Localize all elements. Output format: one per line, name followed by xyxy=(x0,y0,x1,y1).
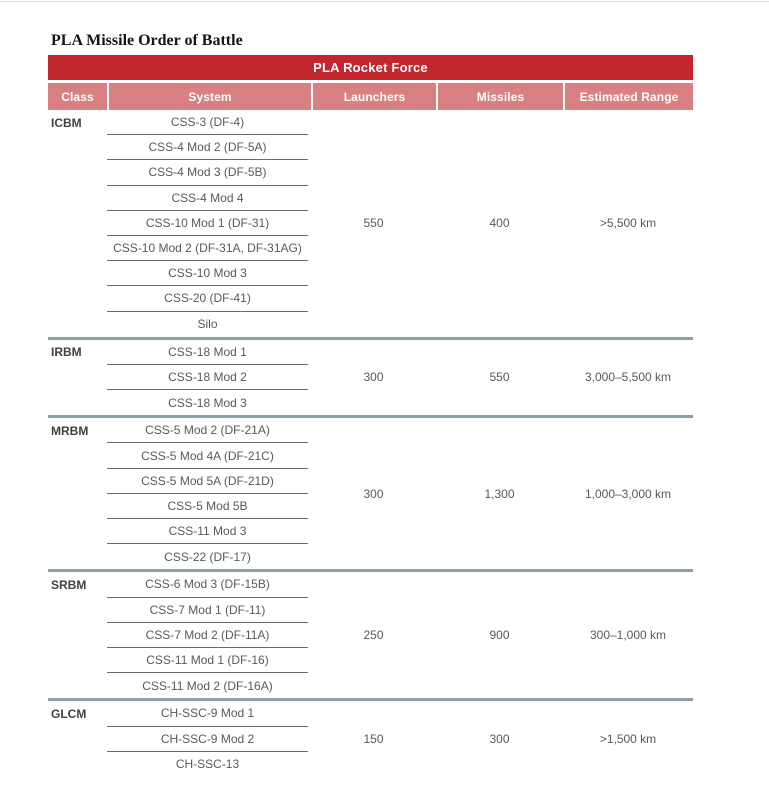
table-section-irbm xyxy=(48,340,693,416)
table-section-mrbm xyxy=(48,418,693,569)
class-label: SRBM xyxy=(51,577,87,592)
launchers-value: 300 xyxy=(363,370,384,385)
missile-order-of-battle-table xyxy=(48,55,693,777)
launchers-value: 250 xyxy=(363,628,384,643)
system-cell: CSS-22 (DF-17) xyxy=(164,549,251,564)
class-label: IRBM xyxy=(51,345,82,360)
system-cell: CSS-5 Mod 4A (DF-21C) xyxy=(107,443,308,468)
col-header-system: System xyxy=(109,83,311,110)
system-cell: CSS-4 Mod 3 (DF-5B) xyxy=(107,160,308,185)
page-title: PLA Missile Order of Battle xyxy=(51,31,243,49)
table-body xyxy=(48,110,693,777)
table-section-glcm xyxy=(48,701,693,777)
system-cell: CSS-5 Mod 5B xyxy=(107,494,308,519)
system-cell: CSS-18 Mod 2 xyxy=(107,365,308,390)
col-header-launchers: Launchers xyxy=(313,83,436,110)
missiles-value: 400 xyxy=(489,216,510,231)
launchers-value: 300 xyxy=(363,486,384,501)
missiles-value: 1,300 xyxy=(484,486,515,501)
col-header-class: Class xyxy=(48,83,107,110)
system-cell: CSS-10 Mod 2 (DF-31A, DF-31AG) xyxy=(107,236,308,261)
system-cell: CSS-11 Mod 2 (DF-16A) xyxy=(142,678,273,693)
class-label: ICBM xyxy=(51,115,82,130)
system-cell: CH-SSC-9 Mod 2 xyxy=(107,727,308,752)
missiles-value: 900 xyxy=(489,628,510,643)
estimated-range-value: 1,000–3,000 km xyxy=(584,486,672,501)
system-cell: CH-SSC-13 xyxy=(175,757,240,772)
system-cell: CSS-18 Mod 3 xyxy=(168,395,247,410)
system-cell: CSS-6 Mod 3 (DF-15B) xyxy=(107,572,308,597)
launchers-value: 550 xyxy=(363,216,384,231)
system-cell: CSS-11 Mod 3 xyxy=(107,519,308,544)
estimated-range-value: >5,500 km xyxy=(599,216,657,231)
missiles-value: 300 xyxy=(489,732,510,747)
estimated-range-value: 3,000–5,500 km xyxy=(584,370,672,385)
system-cell: Silo xyxy=(197,317,218,332)
system-cell: CSS-20 (DF-41) xyxy=(107,286,308,311)
system-cell: CSS-18 Mod 1 xyxy=(107,340,308,365)
system-cell: CSS-10 Mod 3 xyxy=(107,261,308,286)
system-cell: CSS-7 Mod 1 (DF-11) xyxy=(107,598,308,623)
system-cell: CSS-7 Mod 2 (DF-11A) xyxy=(107,623,308,648)
table-section-icbm xyxy=(48,110,693,337)
missiles-value: 550 xyxy=(489,370,510,385)
table-section-srbm xyxy=(48,572,693,698)
col-header-missiles: Missiles xyxy=(438,83,563,110)
class-label: MRBM xyxy=(51,423,89,438)
table-title-banner: PLA Rocket Force xyxy=(48,55,693,80)
system-cell: CH-SSC-9 Mod 1 xyxy=(107,701,308,726)
column-header-row xyxy=(48,83,693,110)
system-cell: CSS-10 Mod 1 (DF-31) xyxy=(107,211,308,236)
class-label: GLCM xyxy=(51,706,87,721)
system-cell: CSS-4 Mod 2 (DF-5A) xyxy=(107,135,308,160)
system-cell: CSS-4 Mod 4 xyxy=(107,186,308,211)
estimated-range-value: >1,500 km xyxy=(599,732,657,747)
system-cell: CSS-5 Mod 5A (DF-21D) xyxy=(107,469,308,494)
launchers-value: 150 xyxy=(363,732,384,747)
estimated-range-value: 300–1,000 km xyxy=(589,628,667,643)
system-cell: CSS-11 Mod 1 (DF-16) xyxy=(107,648,308,673)
top-divider-line xyxy=(0,1,769,2)
col-header-estimated-range: Estimated Range xyxy=(565,83,693,110)
system-cell: CSS-5 Mod 2 (DF-21A) xyxy=(107,418,308,443)
system-cell: CSS-3 (DF-4) xyxy=(107,110,308,135)
